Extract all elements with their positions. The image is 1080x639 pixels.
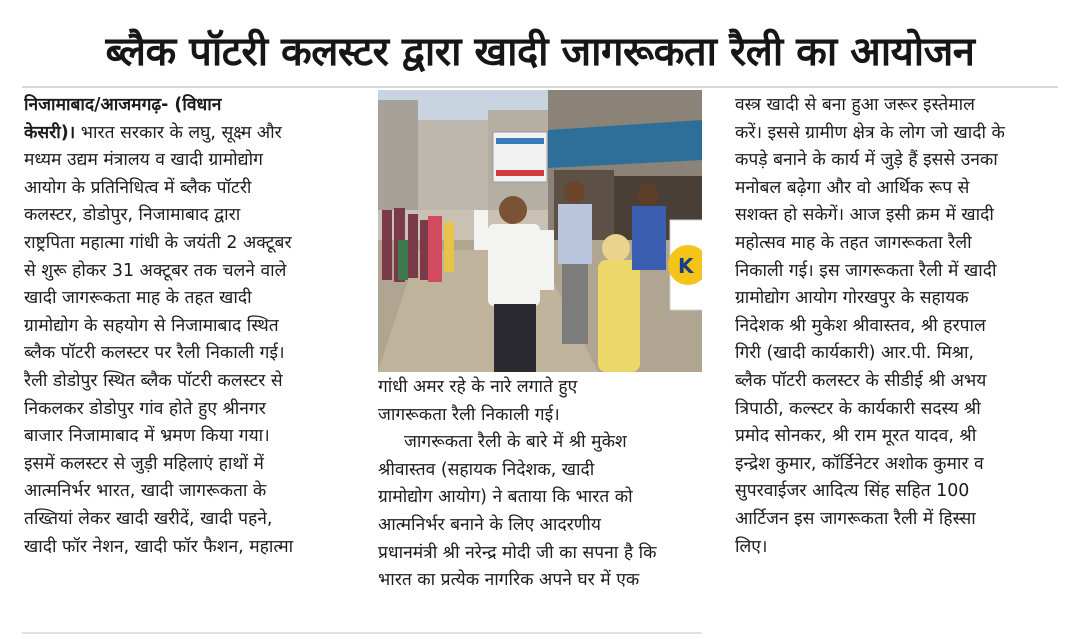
placard-text: K	[678, 254, 694, 278]
body-line: राष्ट्रपिता महात्मा गांधी के जयंती 2 अक्टूबर	[24, 232, 292, 253]
body-line: मध्यम उद्यम मंत्रालय व खादी ग्रामोद्योग	[24, 150, 263, 171]
body-line: निकलकर डोडोपुर गांव होते हुए श्रीनगर	[24, 398, 266, 419]
body-line: जागरूकता रैली के बारे में श्री मुकेश	[404, 432, 627, 453]
body-line: केसरी)। भारत सरकार के लघु, सूक्ष्म और	[24, 122, 282, 143]
body-line: इसमें कलस्टर से जुड़ी महिलाएं हाथों में	[24, 453, 264, 474]
body-line: निदेशक श्री मुकेश श्रीवास्तव, श्री हरपाल	[735, 315, 986, 336]
body-line: प्रमोद सोनकर, श्री राम मूरत यादव, श्री	[735, 426, 977, 447]
body-line: आयोग के प्रतिनिधित्व में ब्लैक पॉटरी	[24, 177, 252, 198]
body-line: तख्तियां लेकर खादी खरीदें, खादी पहने,	[24, 508, 273, 529]
body-line: ग्रामोद्योग आयोग गोरखपुर के सहायक	[735, 288, 969, 309]
body-line: निजामाबाद/आजमगढ़- (विधान	[24, 95, 222, 115]
body-line: खादी जागरूकता माह के तहत खादी	[24, 288, 252, 309]
body-line: से शुरू होकर 31 अक्टूबर तक चलने वाले	[24, 260, 287, 281]
body-line: इन्द्रेश कुमार, कॉर्डिनेटर अशोक कुमार व	[735, 453, 984, 474]
headline-divider	[22, 86, 1058, 88]
rally-photo	[378, 90, 702, 372]
body-line: आत्मनिर्भर भारत, खादी जागरूकता के	[24, 481, 267, 502]
body-line: ग्रामोद्योग आयोग) ने बताया कि भारत को	[378, 487, 633, 508]
body-line: आर्टिजन इस जागरूकता रैली में हिस्सा	[735, 508, 976, 529]
body-line: ब्लैक पॉटरी कलस्टर पर रैली निकाली गई।	[24, 343, 285, 364]
body-line: त्रिपाठी, कल्स्टर के कार्यकारी सदस्य श्री	[735, 398, 981, 419]
body-line: कलस्टर, डोडोपुर, निजामाबाद द्वारा	[24, 205, 241, 226]
right-column	[735, 92, 1057, 561]
rally-photo-image	[378, 90, 702, 372]
body-line: महोत्सव माह के तहत जागरूकता रैली	[735, 232, 972, 253]
left-column	[24, 92, 346, 561]
photo-caption-line: गांधी अमर रहे के नारे लगाते हुए	[378, 377, 578, 397]
body-line: वस्त्र खादी से बना हुआ जरूर इस्तेमाल	[735, 95, 975, 115]
body-line: सुपरवाईजर आदित्य सिंह सहित 100	[735, 481, 970, 502]
body-line: आत्मनिर्भर बनाने के लिए आदरणीय	[378, 514, 601, 535]
body-line: बाजार निजामाबाद में भ्रमण किया गया।	[24, 426, 270, 447]
middle-column	[378, 374, 704, 595]
body-line: श्रीवास्तव (सहायक निदेशक, खादी	[378, 459, 595, 480]
headline: ब्लैक पॉटरी कलस्टर द्वारा खादी जागरूकता रैली का आयोजन	[105, 29, 975, 75]
body-line: ग्रामोद्योग के सहयोग से निजामाबाद स्थित	[24, 315, 279, 336]
body-line: निकाली गई। इस जागरूकता रैली में खादी	[735, 260, 997, 281]
body-line: ब्लैक पॉटरी कलस्टर के सीडीई श्री अभय	[735, 370, 987, 391]
body-line: लिए।	[735, 536, 768, 557]
body-line: गिरी (खादी कार्यकारी) आर.पी. मिश्रा,	[735, 343, 975, 364]
body-line: भारत का प्रत्येक नागरिक अपने घर में एक	[378, 570, 640, 591]
bottom-divider	[22, 632, 702, 634]
body-line: मनोबल बढ़ेगा और वो आर्थिक रूप से	[735, 177, 970, 198]
body-line: कपड़े बनाने के कार्य में जुड़े हैं इससे उनका	[735, 150, 998, 171]
body-line: खादी फॉर नेशन, खादी फॉर फैशन, महात्मा	[24, 536, 294, 557]
body-line: सशक्त हो सकेगें। आज इसी क्रम में खादी	[735, 205, 994, 226]
body-line: प्रधानमंत्री श्री नरेन्द्र मोदी जी का सपना है कि	[378, 542, 657, 563]
photo-caption-line: जागरूकता रैली निकाली गई।	[378, 404, 560, 425]
body-line: रैली डोडोपुर स्थित ब्लैक पॉटरी कलस्टर से	[24, 370, 283, 391]
body-line: करें। इससे ग्रामीण क्षेत्र के लोग जो खादी के	[735, 122, 1005, 143]
